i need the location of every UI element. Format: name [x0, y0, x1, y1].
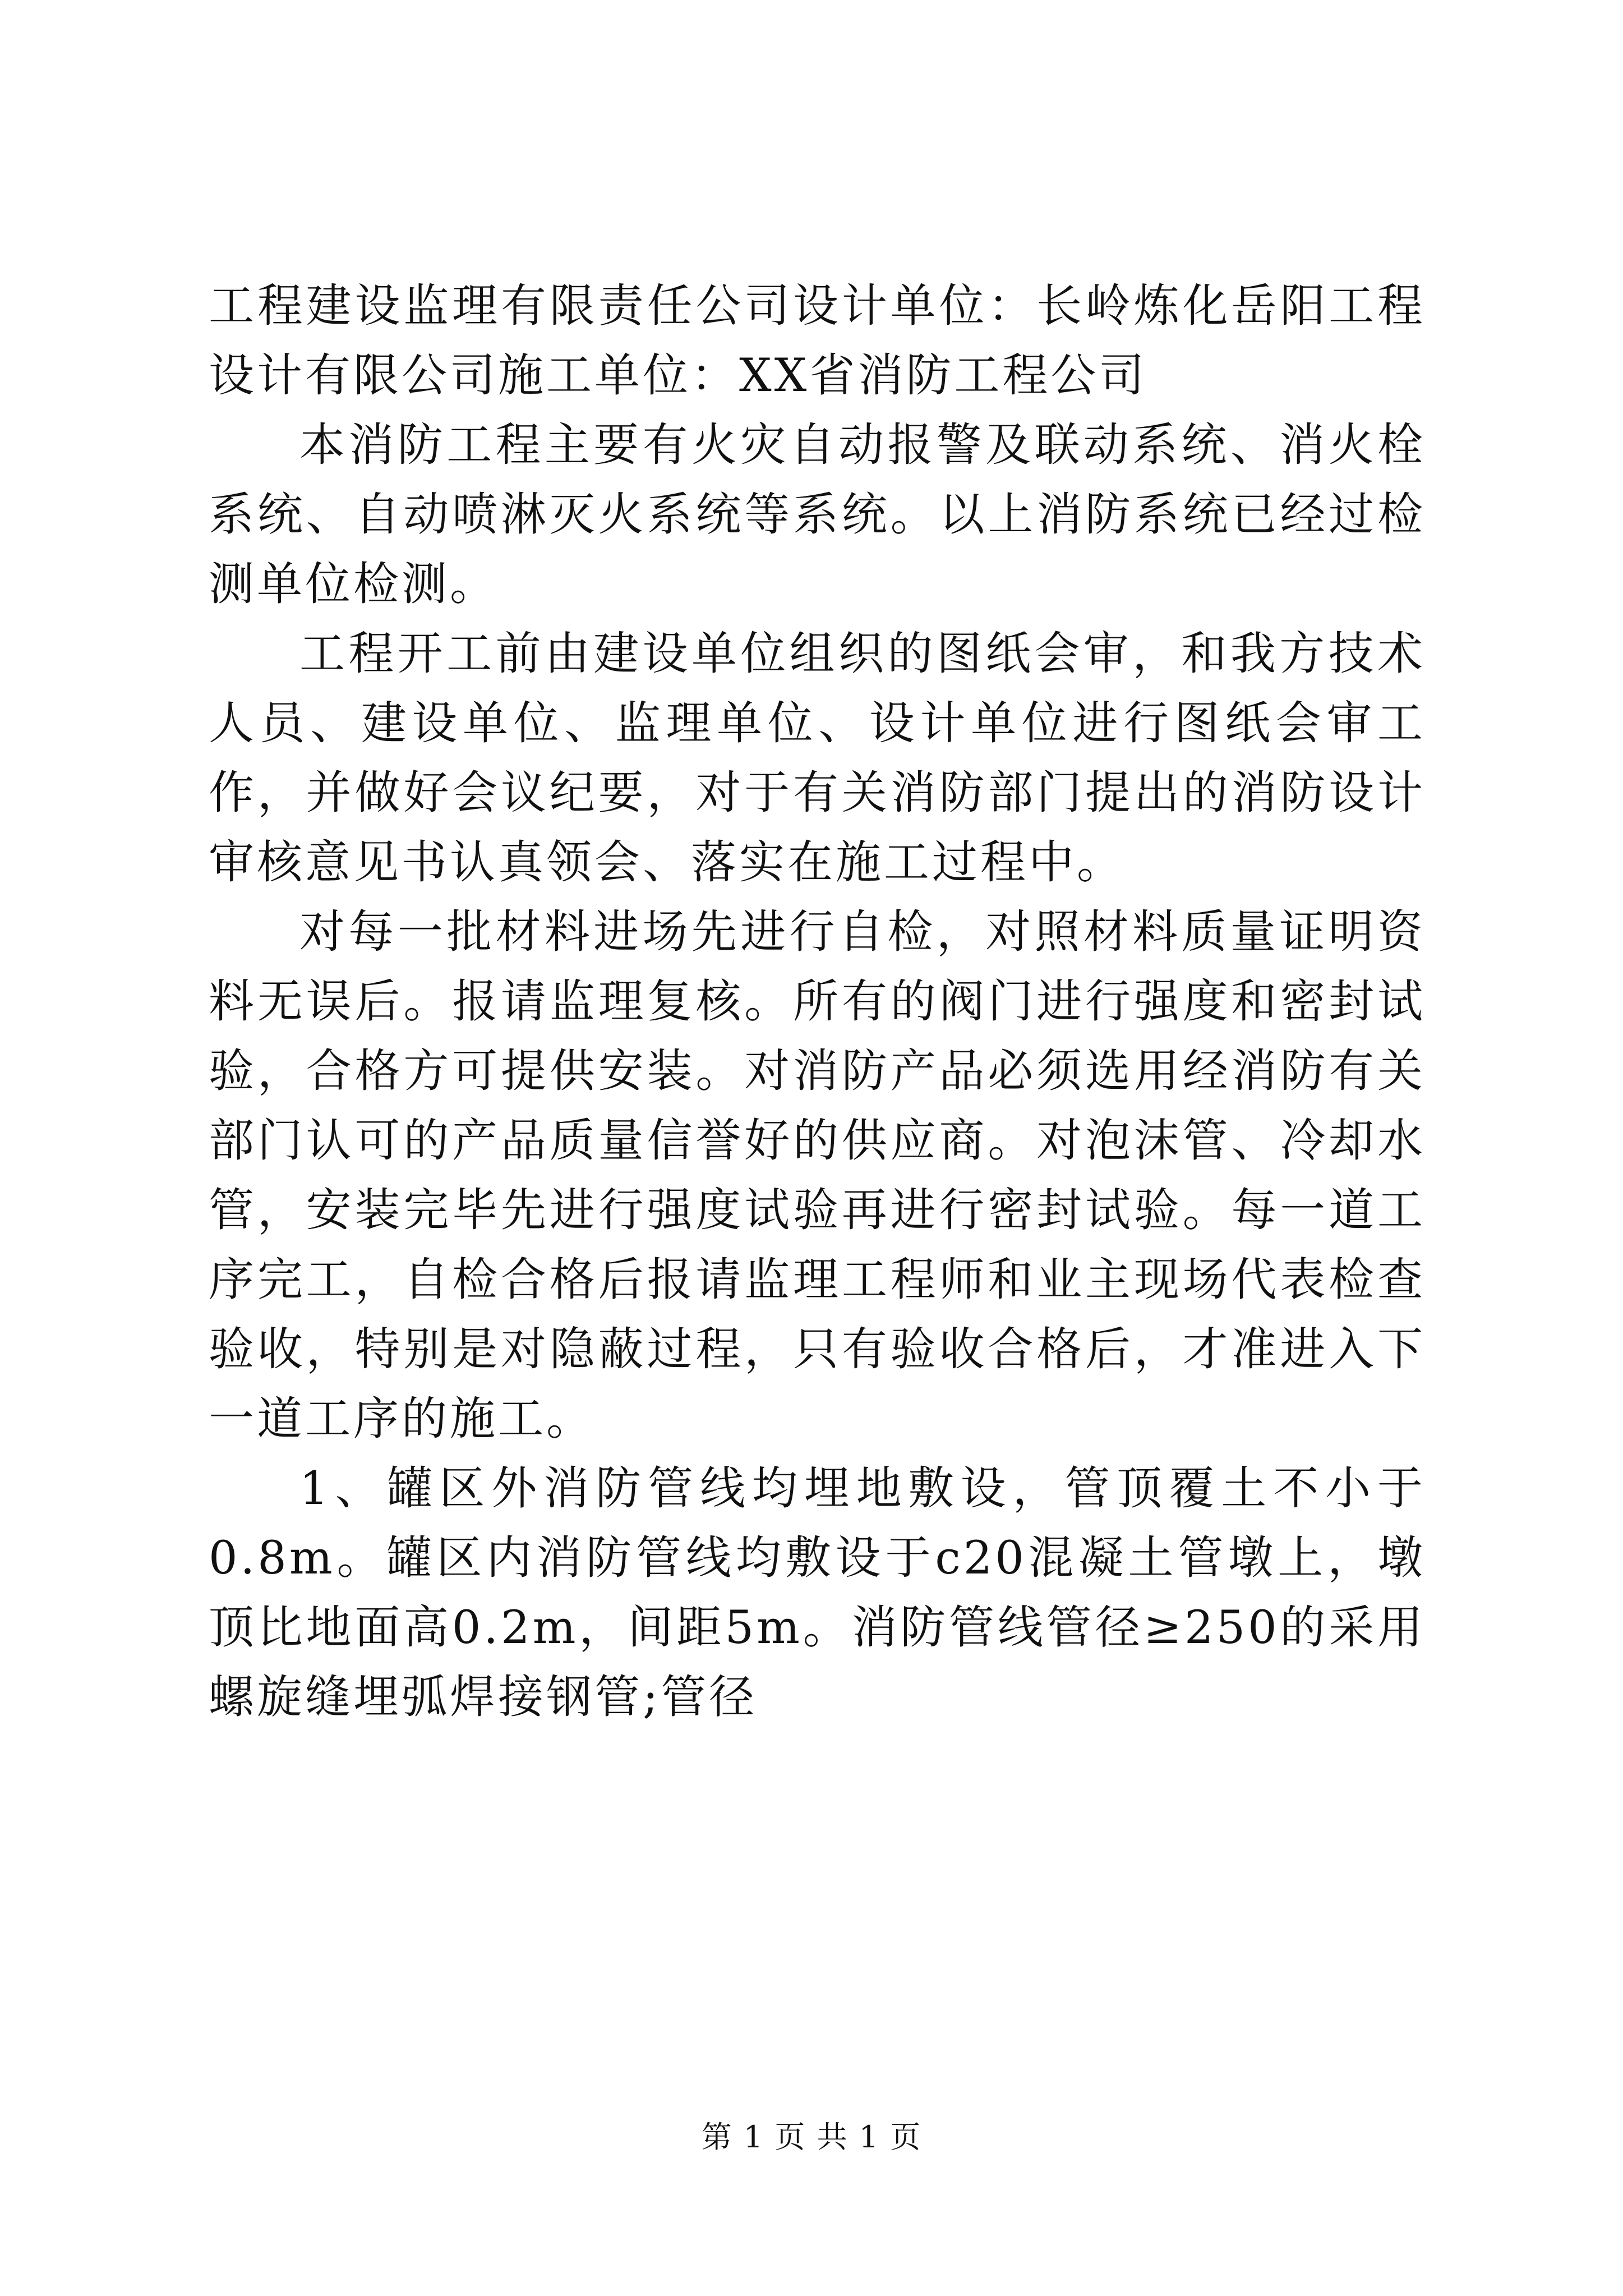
- paragraph-units: 工程建设监理有限责任公司设计单位：长岭炼化岳阳工程设计有限公司施工单位：XX省消防工程公司: [209, 280, 1426, 402]
- paragraph-drawing-review: 工程开工前由建设单位组织的图纸会审，和我方技术人员、建设单位、监理单位、设计单位进行图纸会审工作，并做好会议纪要，对于有关消防部门提出的消防设计审核意见书认真领会、落实在施工过程中。: [209, 628, 1426, 889]
- page-footer: 第 1 页 共 1 页: [701, 2119, 922, 2155]
- paragraph-pipeline-laying: 1、罐区外消防管线均埋地敷设，管顶覆土不小于0.8m。罐区内消防管线均敷设于c20混凝土管墩上，墩顶比地面高0.2m，间距5m。消防管线管径≥250的采用螺旋缝埋弧焊接钢管;管径: [209, 1462, 1426, 1724]
- paragraph-systems: 本消防工程主要有火灾自动报警及联动系统、消火栓系统、自动喷淋灭火系统等系统。以上消防系统已经过检测单位检测。: [209, 419, 1426, 611]
- paragraph-material-inspection: 对每一批材料进场先进行自检，对照材料质量证明资料无误后。报请监理复核。所有的阀门进行强度和密封试验，合格方可提供安装。对消防产品必须选用经消防有关部门认可的产品质量信誉好的供应商。对泡沫管、冷却水管，安装完毕先进行强度试验再进行密封试验。每一道工序完工，自检合格后报请监理工程师和业主现场代表检查验收，特别是对隐蔽过程，只有验收合格后，才准进入下一道工序的施工。: [209, 906, 1426, 1446]
- document-body: [209, 272, 1426, 1732]
